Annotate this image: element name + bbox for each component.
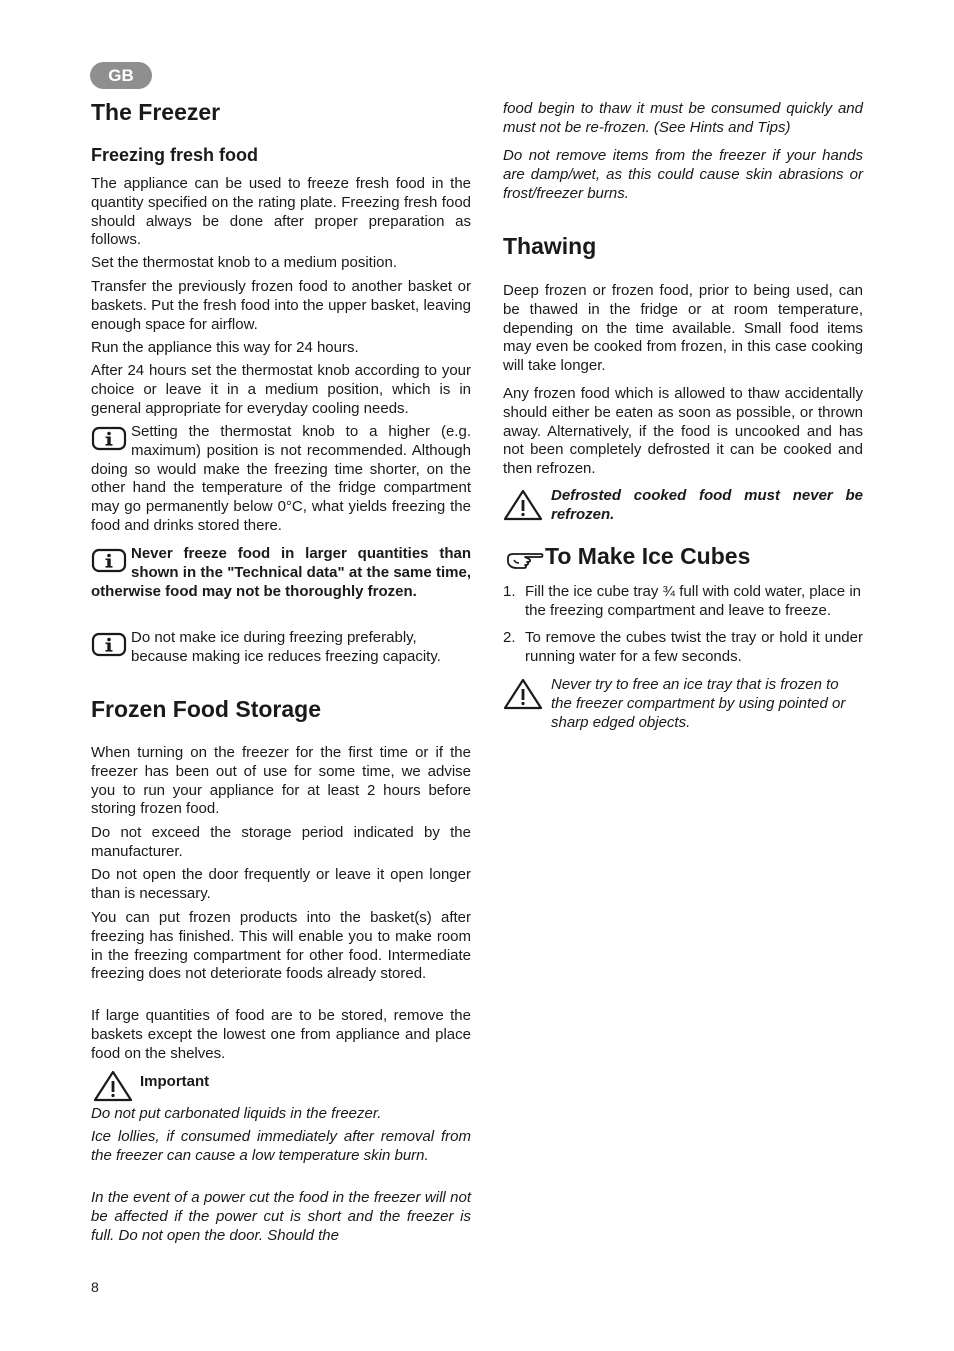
paragraph: When turning on the freezer for the first time or if the freezer has been out of use for some time, we advise you to run your appliance for at least 2 hours before storing frozen food. bbox=[91, 744, 471, 818]
paragraph: You can put frozen products into the basket(s) after freezing has finished. This will enable you to make room in the freezing compartment for other food. Intermediate freezing does not deteriorate foods already stored. bbox=[91, 909, 471, 983]
paragraph: The appliance can be used to freeze fresh food in the quantity specified on the rating plate. Freezing fresh food should always be done after proper preparation as follows. bbox=[91, 175, 471, 249]
info-icon bbox=[91, 629, 127, 662]
info-note bbox=[91, 545, 471, 601]
paragraph: In the event of a power cut the food in the freezer will not be affected if the power cut is short and the freezer is full. Do not open the door. Should the bbox=[91, 1189, 471, 1244]
heading-the-freezer: The Freezer bbox=[91, 99, 221, 125]
paragraph: Run the appliance this way for 24 hours. bbox=[91, 339, 359, 356]
list-text: To remove the cubes twist the tray or hold it under running water for a few seconds. bbox=[525, 629, 863, 665]
paragraph: After 24 hours set the thermostat knob according to your choice or leave it in a medium position, which is in general appropriate for everyday cooling needs. bbox=[91, 362, 471, 417]
paragraph: Ice lollies, if consumed immediately after removal from the freezer can cause a low temperature skin burn. bbox=[91, 1128, 471, 1164]
info-note bbox=[91, 423, 471, 536]
info-icon bbox=[91, 545, 127, 578]
heading-frozen-food-storage: Frozen Food Storage bbox=[91, 696, 321, 722]
paragraph: Set the thermostat knob to a medium position. bbox=[91, 254, 397, 271]
paragraph: Do not open the door frequently or leave it open longer than is necessary. bbox=[91, 866, 471, 902]
warning-text: Defrosted cooked food must never be refrozen. bbox=[551, 487, 863, 523]
paragraph: Do not exceed the storage period indicated by the manufacturer. bbox=[91, 824, 471, 860]
page-number: 8 bbox=[91, 1279, 99, 1295]
paragraph: Transfer the previously frozen food to another basket or baskets. Put the fresh food into the upper basket, leaving enough space for airflow. bbox=[91, 278, 471, 333]
paragraph: Do not put carbonated liquids in the freezer. bbox=[91, 1105, 382, 1122]
heading-thawing: Thawing bbox=[503, 233, 597, 259]
info-icon bbox=[91, 423, 127, 456]
warning-text: Never try to free an ice tray that is frozen to the freezer compartment by using pointed or sharp edged objects. bbox=[551, 676, 846, 731]
pointing-hand-icon bbox=[505, 548, 545, 579]
warning-icon bbox=[503, 676, 543, 715]
info-note-text: Do not make ice during freezing preferably, because making ice reduces freezing capacity. bbox=[131, 629, 441, 665]
paragraph: Any frozen food which is allowed to thaw accidentally should either be eaten as soon as possible, or thrown away. Alternatively, if the food is uncooked and has not been completely defrosted it can be cooked and then refrozen. bbox=[503, 385, 863, 478]
info-note-text: Never freeze food in larger quantities than shown in the "Technical data" at the same time, otherwise food may not be thoroughly frozen. bbox=[91, 545, 471, 600]
info-note-text: Setting the thermostat knob to a higher (e.g. maximum) position is not recommended. Although doing so would make the freezing time shorter, on the other hand the temperature of the fridge compartment may go permanently below 0°C, what yields freezing the food and drinks stored there. bbox=[91, 423, 471, 534]
paragraph: Do not remove items from the freezer if your hands are damp/wet, as this could cause skin abrasions or frost/freezer burns. bbox=[503, 147, 863, 202]
paragraph: food begin to thaw it must be consumed quickly and must not be re-frozen. (See Hints and Tips) bbox=[503, 100, 863, 136]
language-badge: GB bbox=[90, 62, 152, 89]
warning-note bbox=[503, 676, 863, 732]
warning-icon bbox=[503, 487, 543, 526]
heading-to-make-ice-cubes: To Make Ice Cubes bbox=[545, 543, 751, 569]
important-label: Important bbox=[140, 1073, 210, 1090]
list-number: 1. bbox=[503, 583, 516, 600]
list-number: 2. bbox=[503, 629, 516, 646]
list-item bbox=[503, 629, 863, 667]
warning-note bbox=[503, 487, 863, 526]
list-text: Fill the ice cube tray ¾ full with cold water, place in the freezing compartment and leave to freeze. bbox=[525, 583, 861, 619]
warning-icon bbox=[93, 1070, 133, 1107]
paragraph: If large quantities of food are to be stored, remove the baskets except the lowest one from appliance and place food on the shelves. bbox=[91, 1007, 471, 1062]
subheading-freezing-fresh-food: Freezing fresh food bbox=[91, 145, 259, 165]
info-note bbox=[91, 629, 471, 667]
list-item bbox=[503, 583, 863, 621]
paragraph: Deep frozen or frozen food, prior to being used, can be thawed in the fridge or at room temperature, depending on the time available. Small food items may even be cooked from frozen, in this case cooking will take longer. bbox=[503, 282, 863, 375]
